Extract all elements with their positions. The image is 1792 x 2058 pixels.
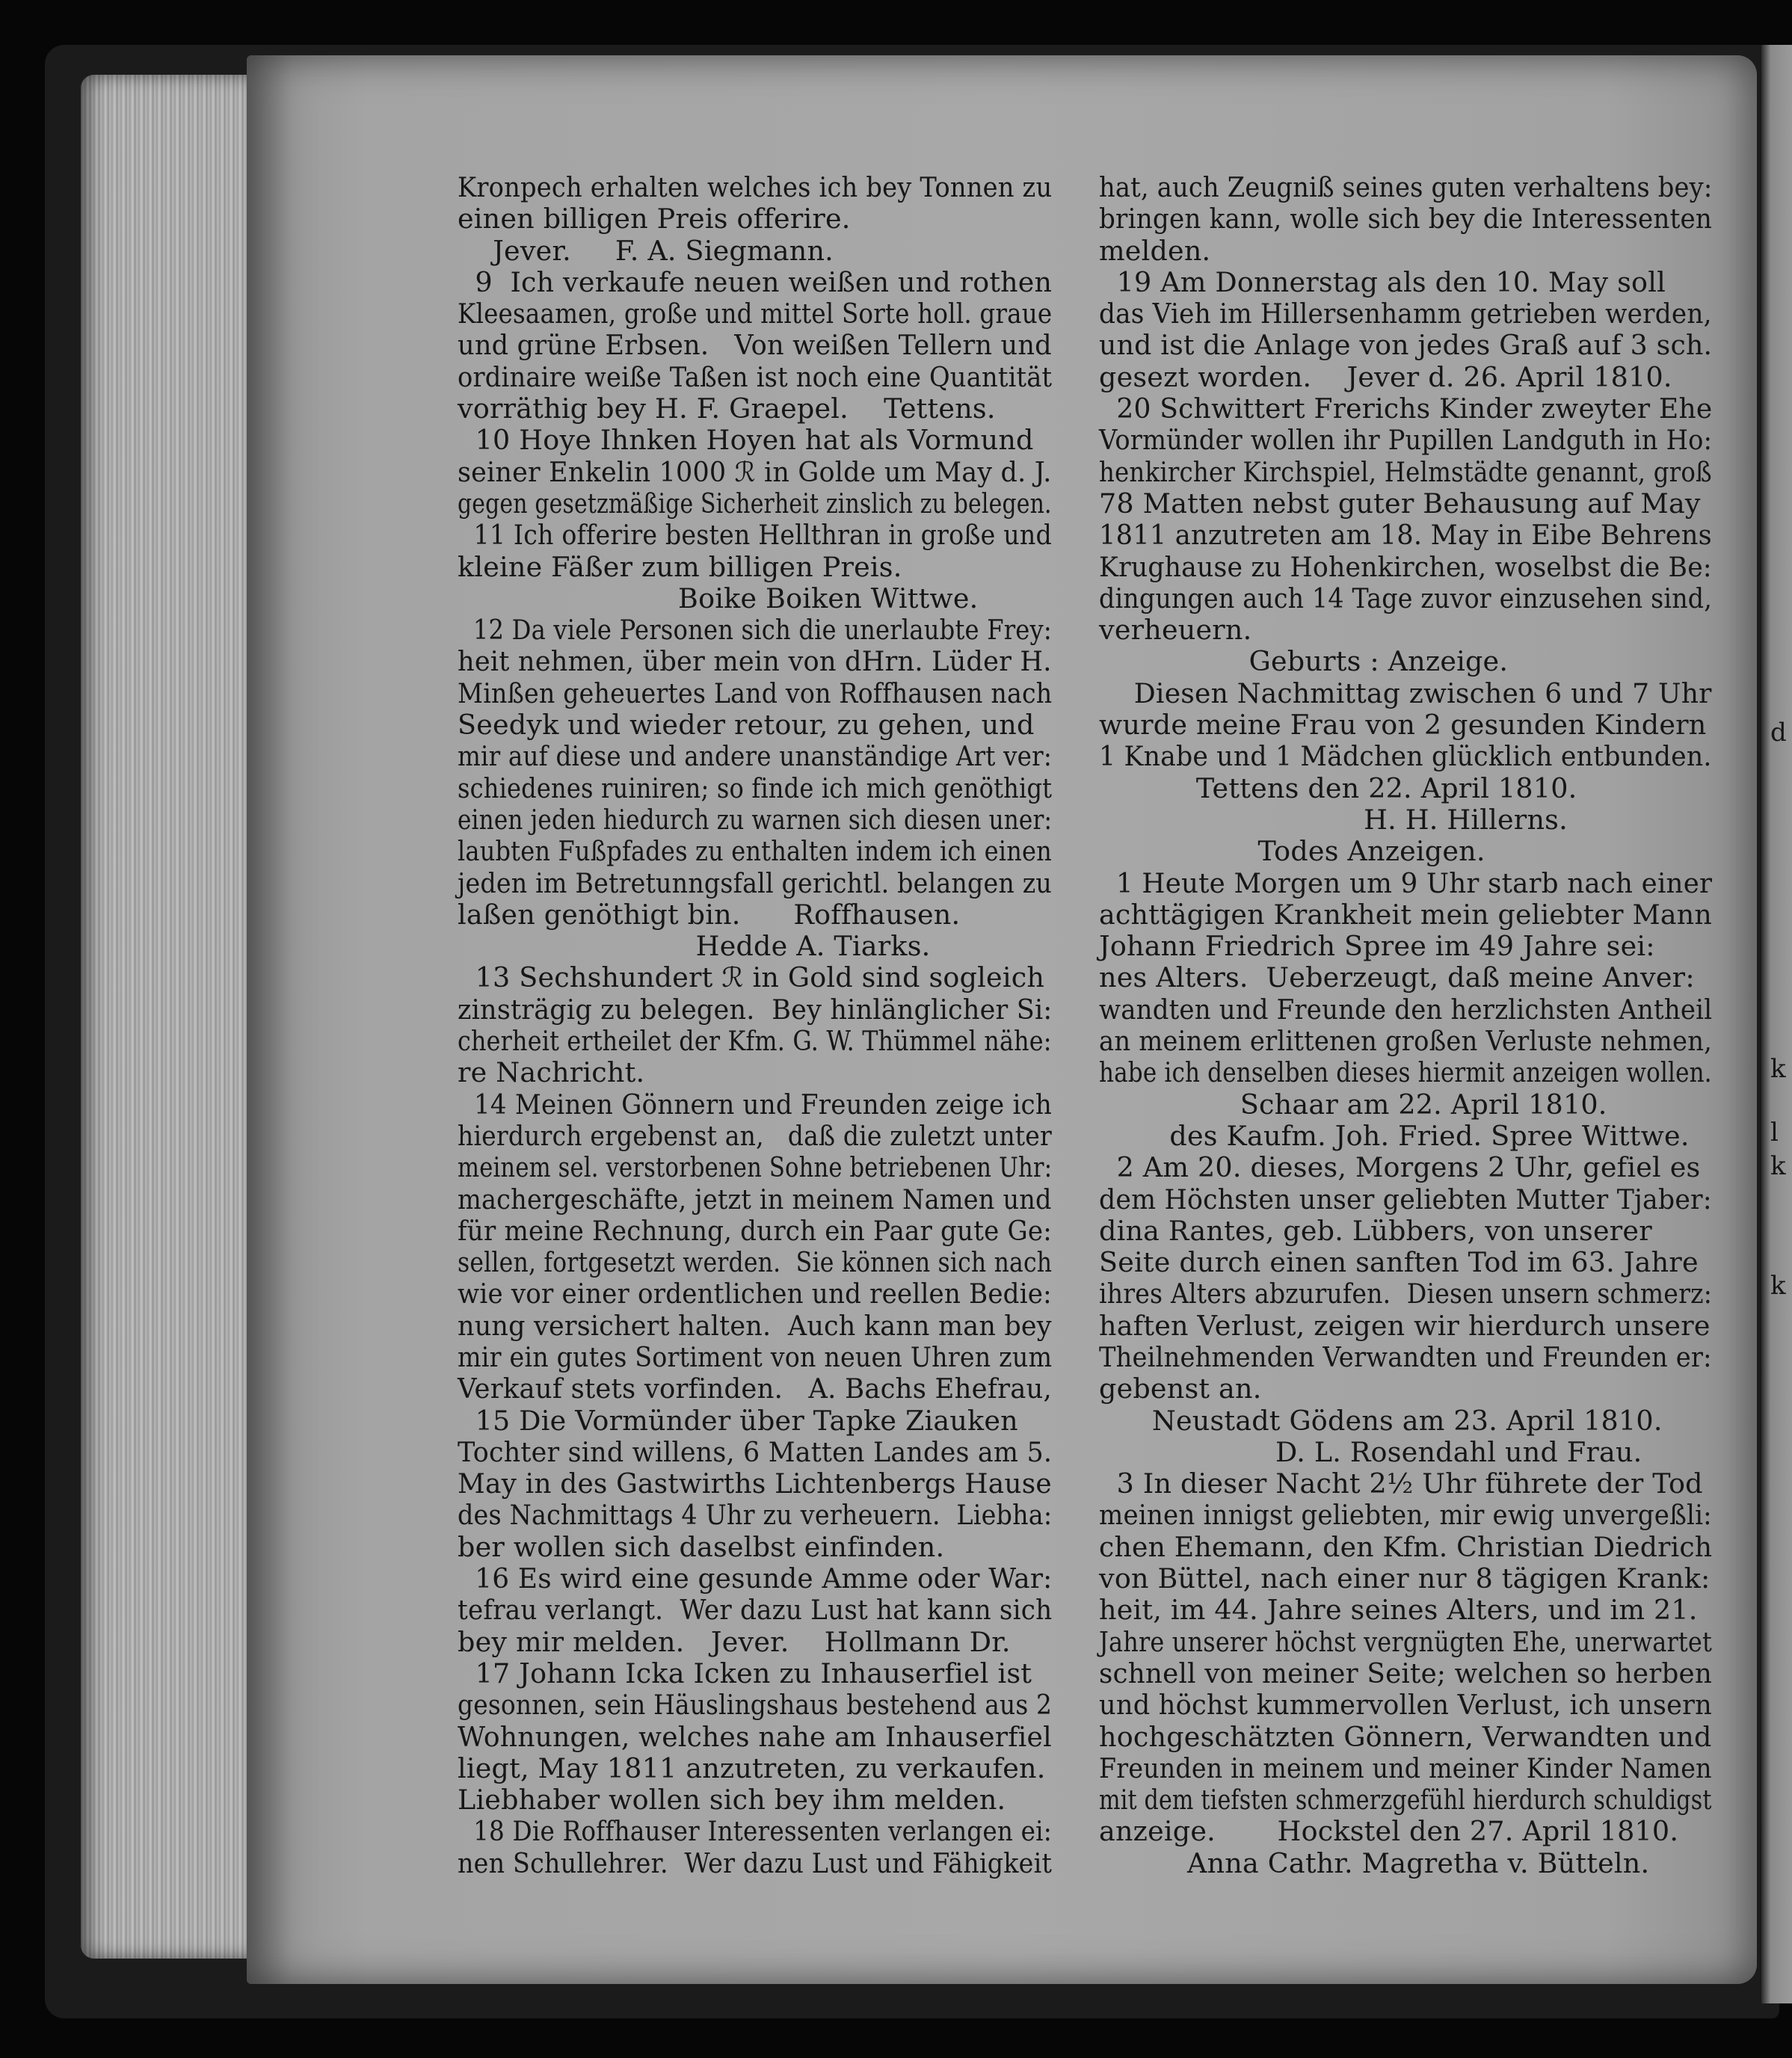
text-line: für meine Rechnung, durch ein Paar gute Ge: (458, 1214, 1052, 1247)
text-line: 13 Sechshundert ℛ in Gold sind sogleich (458, 961, 1045, 994)
text-line: hochgeschätzten Gönnern, Verwandten und (1099, 1720, 1712, 1753)
text-line: cherheit ertheilet der Kfm. G. W. Thümmel nähe: (458, 1025, 1052, 1058)
text-line: gesonnen, sein Häuslingshaus bestehend aus 2 (458, 1689, 1053, 1722)
text-line: das Vieh im Hillersenhamm getrieben werden, (1099, 298, 1712, 330)
text-line: wie vor einer ordentlichen und reellen Bedie: (458, 1278, 1052, 1310)
text-line: einen jeden hiedurch zu warnen sich diesen uner: (458, 803, 1053, 836)
text-line: 9 Ich verkaufe neuen weißen und rothen (458, 265, 1053, 298)
facing-page-letter: l (1770, 1118, 1779, 1147)
text-line: des Kaufm. Joh. Fried. Spree Wittwe. (1099, 1119, 1690, 1152)
text-line: des Nachmittags 4 Uhr zu verheuern. Liebha: (458, 1499, 1053, 1532)
text-line: meinen innigst geliebten, mir ewig unvergeßli: (1099, 1499, 1712, 1532)
text-line: Schaar am 22. April 1810. (1099, 1088, 1607, 1121)
text-line: 15 Die Vormünder über Tapke Ziauken (458, 1404, 1018, 1437)
text-line: Verkauf stets vorfinden. A. Bachs Ehefrau, (458, 1372, 1052, 1405)
facing-page-letter: k (1770, 1054, 1786, 1084)
text-line: May in des Gastwirths Lichtenbergs Hause (458, 1467, 1052, 1500)
text-line: Liebhaber wollen sich bey ihm melden. (458, 1784, 1006, 1817)
text-line: 17 Johann Icka Icken zu Inhauserfiel ist (458, 1657, 1032, 1689)
text-line: Kleesaamen, große und mittel Sorte holl. graue (458, 298, 1053, 330)
text-line: haften Verlust, zeigen wir hierdurch unsere (1099, 1309, 1711, 1342)
text-line: liegt, May 1811 anzutreten, zu verkaufen. (458, 1752, 1046, 1784)
text-line: gegen gesetzmäßige Sicherheit zinslich zu belegen. (458, 487, 1052, 520)
text-line: mit dem tiefsten schmerzgefühl hierdurch schuldigst (1099, 1784, 1712, 1817)
text-line: heit, im 44. Jahre seines Alters, und im 21. (1099, 1594, 1698, 1627)
text-line: heit nehmen, über mein von dHrn. Lüder H. (458, 645, 1052, 678)
text-line: H. H. Hillerns. (1099, 803, 1568, 836)
text-line: Seite durch einen sanften Tod im 63. Jahre (1099, 1246, 1699, 1279)
text-line: 2 Am 20. dieses, Morgens 2 Uhr, gefiel es (1099, 1151, 1701, 1184)
text-line: nung versichert halten. Auch kann man bey (458, 1309, 1052, 1342)
text-line: Vormünder wollen ihr Pupillen Landguth in Ho: (1099, 424, 1713, 457)
text-line: chen Ehemann, den Kfm. Christian Diedrich (1099, 1530, 1713, 1563)
text-line: nes Alters. Ueberzeugt, daß meine Anver: (1099, 961, 1695, 994)
text-line: Theilnehmenden Verwandten und Freunden er: (1099, 1340, 1712, 1373)
text-line: 1 Heute Morgen um 9 Uhr starb nach einer (1099, 866, 1713, 899)
text-line: 12 Da viele Personen sich die unerlaubte Frey: (458, 614, 1052, 647)
text-line: bey mir melden. Jever. Hollmann Dr. (458, 1625, 1011, 1658)
text-line: Anna Cathr. Magretha v. Bütteln. (1099, 1846, 1650, 1879)
text-line: Krughause zu Hohenkirchen, woselbst die Be: (1099, 550, 1712, 583)
text-line: laßen genöthigt bin. Roffhausen. (458, 898, 961, 931)
text-line: Diesen Nachmittag zwischen 6 und 7 Uhr (1099, 677, 1712, 709)
text-line: und ist die Anlage von jedes Graß auf 3 sch. (1099, 329, 1713, 362)
text-line: an meinem erlittenen großen Verluste nehmen, (1099, 1025, 1713, 1058)
text-line: mir ein gutes Sortiment von neuen Uhren zum (458, 1340, 1053, 1373)
left-text-column (458, 172, 1052, 1879)
text-line: und höchst kummervollen Verlust, ich unsern (1099, 1689, 1712, 1722)
text-line: Hedde A. Tiarks. (458, 930, 931, 963)
facing-page-edge (1761, 45, 1792, 2003)
text-line: Minßen geheuertes Land von Roffhausen nach (458, 677, 1053, 709)
text-line: und grüne Erbsen. Von weißen Tellern und (458, 329, 1052, 362)
text-line: Seedyk und wieder retour, zu gehen, und (458, 709, 1035, 742)
text-line: meinem sel. verstorbenen Sohne betriebenen Uhr: (458, 1151, 1053, 1184)
text-line: Wohnungen, welches nahe am Inhauserfiel (458, 1720, 1052, 1753)
text-line: Tettens den 22. April 1810. (1099, 771, 1577, 804)
text-line: achttägigen Krankheit mein geliebter Mann (1099, 898, 1713, 931)
text-line: Kronpech erhalten welches ich bey Tonnen zu (458, 171, 1053, 203)
text-line: hat, auch Zeugniß seines guten verhaltens bey: (1099, 171, 1713, 203)
text-line: tefrau verlangt. Wer dazu Lust hat kann sich (458, 1594, 1053, 1627)
text-line: anzeige. Hockstel den 27. April 1810. (1099, 1815, 1679, 1848)
text-line: 11 Ich offerire besten Hellthran in große und (458, 519, 1052, 552)
text-line: gebenst an. (1099, 1372, 1262, 1405)
text-line: Jever. F. A. Siegmann. (458, 234, 834, 267)
text-line: 1 Knabe und 1 Mädchen glücklich entbunden. (1099, 740, 1712, 773)
text-line: 19 Am Donnerstag als den 10. May soll (1099, 265, 1666, 298)
page-edges (81, 75, 268, 1959)
text-line: 16 Es wird eine gesunde Amme oder War: (458, 1562, 1053, 1595)
text-line: nen Schullehrer. Wer dazu Lust und Fähigkeit (458, 1846, 1053, 1879)
text-line: Todes Anzeigen. (1099, 835, 1485, 868)
text-line: vorräthig bey H. F. Graepel. Tettens. (458, 392, 996, 425)
text-line: Tochter sind willens, 6 Matten Landes am 5. (458, 1435, 1053, 1468)
facing-page-letter: d (1770, 718, 1787, 748)
text-line: gesezt worden. Jever d. 26. April 1810. (1099, 360, 1672, 393)
text-line: Freunden in meinem und meiner Kinder Namen (1099, 1752, 1712, 1784)
text-line: laubten Fußpfades zu enthalten indem ich einen (458, 835, 1052, 868)
text-line: schiedenes ruiniren; so finde ich mich genöthigt (458, 771, 1053, 804)
text-line: Boike Boiken Wittwe. (458, 582, 979, 614)
text-line: 10 Hoye Ihnken Hoyen hat als Vormund (458, 424, 1034, 457)
text-line: einen billigen Preis offerire. (458, 203, 851, 235)
text-line: ordinaire weiße Taßen ist noch eine Quantität (458, 360, 1053, 393)
text-line: hierdurch ergebenst an, daß die zuletzt unter (458, 1119, 1052, 1152)
text-line: bringen kann, wolle sich bey die Interessenten (1099, 203, 1713, 235)
text-line: 20 Schwittert Frerichs Kinder zweyter Ehe (1099, 392, 1713, 425)
text-line: zinsträgig zu belegen. Bey hinlänglicher Si: (458, 993, 1053, 1026)
text-line: machergeschäfte, jetzt in meinem Namen und (458, 1183, 1052, 1216)
text-line: 14 Meinen Gönnern und Freunden zeige ich (458, 1088, 1052, 1121)
text-line: dingungen auch 14 Tage zuvor einzusehen sind, (1099, 582, 1713, 614)
text-line: schnell von meiner Seite; welchen so herben (1099, 1657, 1713, 1689)
text-line: Jahre unserer höchst vergnügten Ehe, unerwartet (1099, 1625, 1712, 1658)
text-line: D. L. Rosendahl und Frau. (1099, 1435, 1642, 1468)
text-line: 78 Matten nebst guter Behausung auf May (1099, 487, 1701, 520)
text-line: henkircher Kirchspiel, Helmstädte genannt, groß (1099, 455, 1712, 488)
text-line: Neustadt Gödens am 23. April 1810. (1099, 1404, 1663, 1437)
text-line: melden. (1099, 234, 1211, 267)
text-line: sellen, fortgesetzt werden. Sie können sich nach (458, 1246, 1053, 1279)
text-line: von Büttel, nach einer nur 8 tägigen Krank: (1099, 1562, 1711, 1595)
text-line: ber wollen sich daselbst einfinden. (458, 1530, 945, 1563)
text-line: wandten und Freunde den herzlichsten Antheil (1099, 993, 1713, 1026)
text-line: wurde meine Frau von 2 gesunden Kindern (1099, 709, 1707, 742)
text-line: Geburts : Anzeige. (1099, 645, 1509, 678)
text-line: 3 In dieser Nacht 2½ Uhr führete der Tod (1099, 1467, 1703, 1500)
text-line: seiner Enkelin 1000 ℛ in Golde um May d. J. (458, 455, 1052, 488)
text-line: habe ich denselben dieses hiermit anzeigen wollen. (1099, 1056, 1712, 1089)
text-line: Johann Friedrich Spree im 49 Jahre sei: (1099, 930, 1655, 963)
right-text-column (1099, 172, 1712, 1879)
text-line: dina Rantes, geb. Lübbers, von unserer (1099, 1214, 1652, 1247)
text-line: verheuern. (1099, 614, 1252, 647)
facing-page-letter: k (1770, 1271, 1786, 1301)
text-line: jeden im Betretunngsfall gerichtl. belangen zu (458, 866, 1053, 899)
text-line: dem Höchsten unser geliebten Mutter Tjaber: (1099, 1183, 1712, 1216)
text-line: re Nachricht. (458, 1056, 645, 1089)
text-line: ihres Alters abzurufen. Diesen unsern schmerz: (1099, 1278, 1713, 1310)
text-line: mir auf diese und andere unanständige Art ver: (458, 740, 1053, 773)
text-line: 18 Die Roffhauser Interessenten verlangen ei: (458, 1815, 1052, 1848)
text-line: kleine Fäßer zum billigen Preis. (458, 550, 902, 583)
text-line: 1811 anzutreten am 18. May in Eibe Behrens (1099, 519, 1712, 552)
facing-page-letter: k (1770, 1151, 1786, 1181)
